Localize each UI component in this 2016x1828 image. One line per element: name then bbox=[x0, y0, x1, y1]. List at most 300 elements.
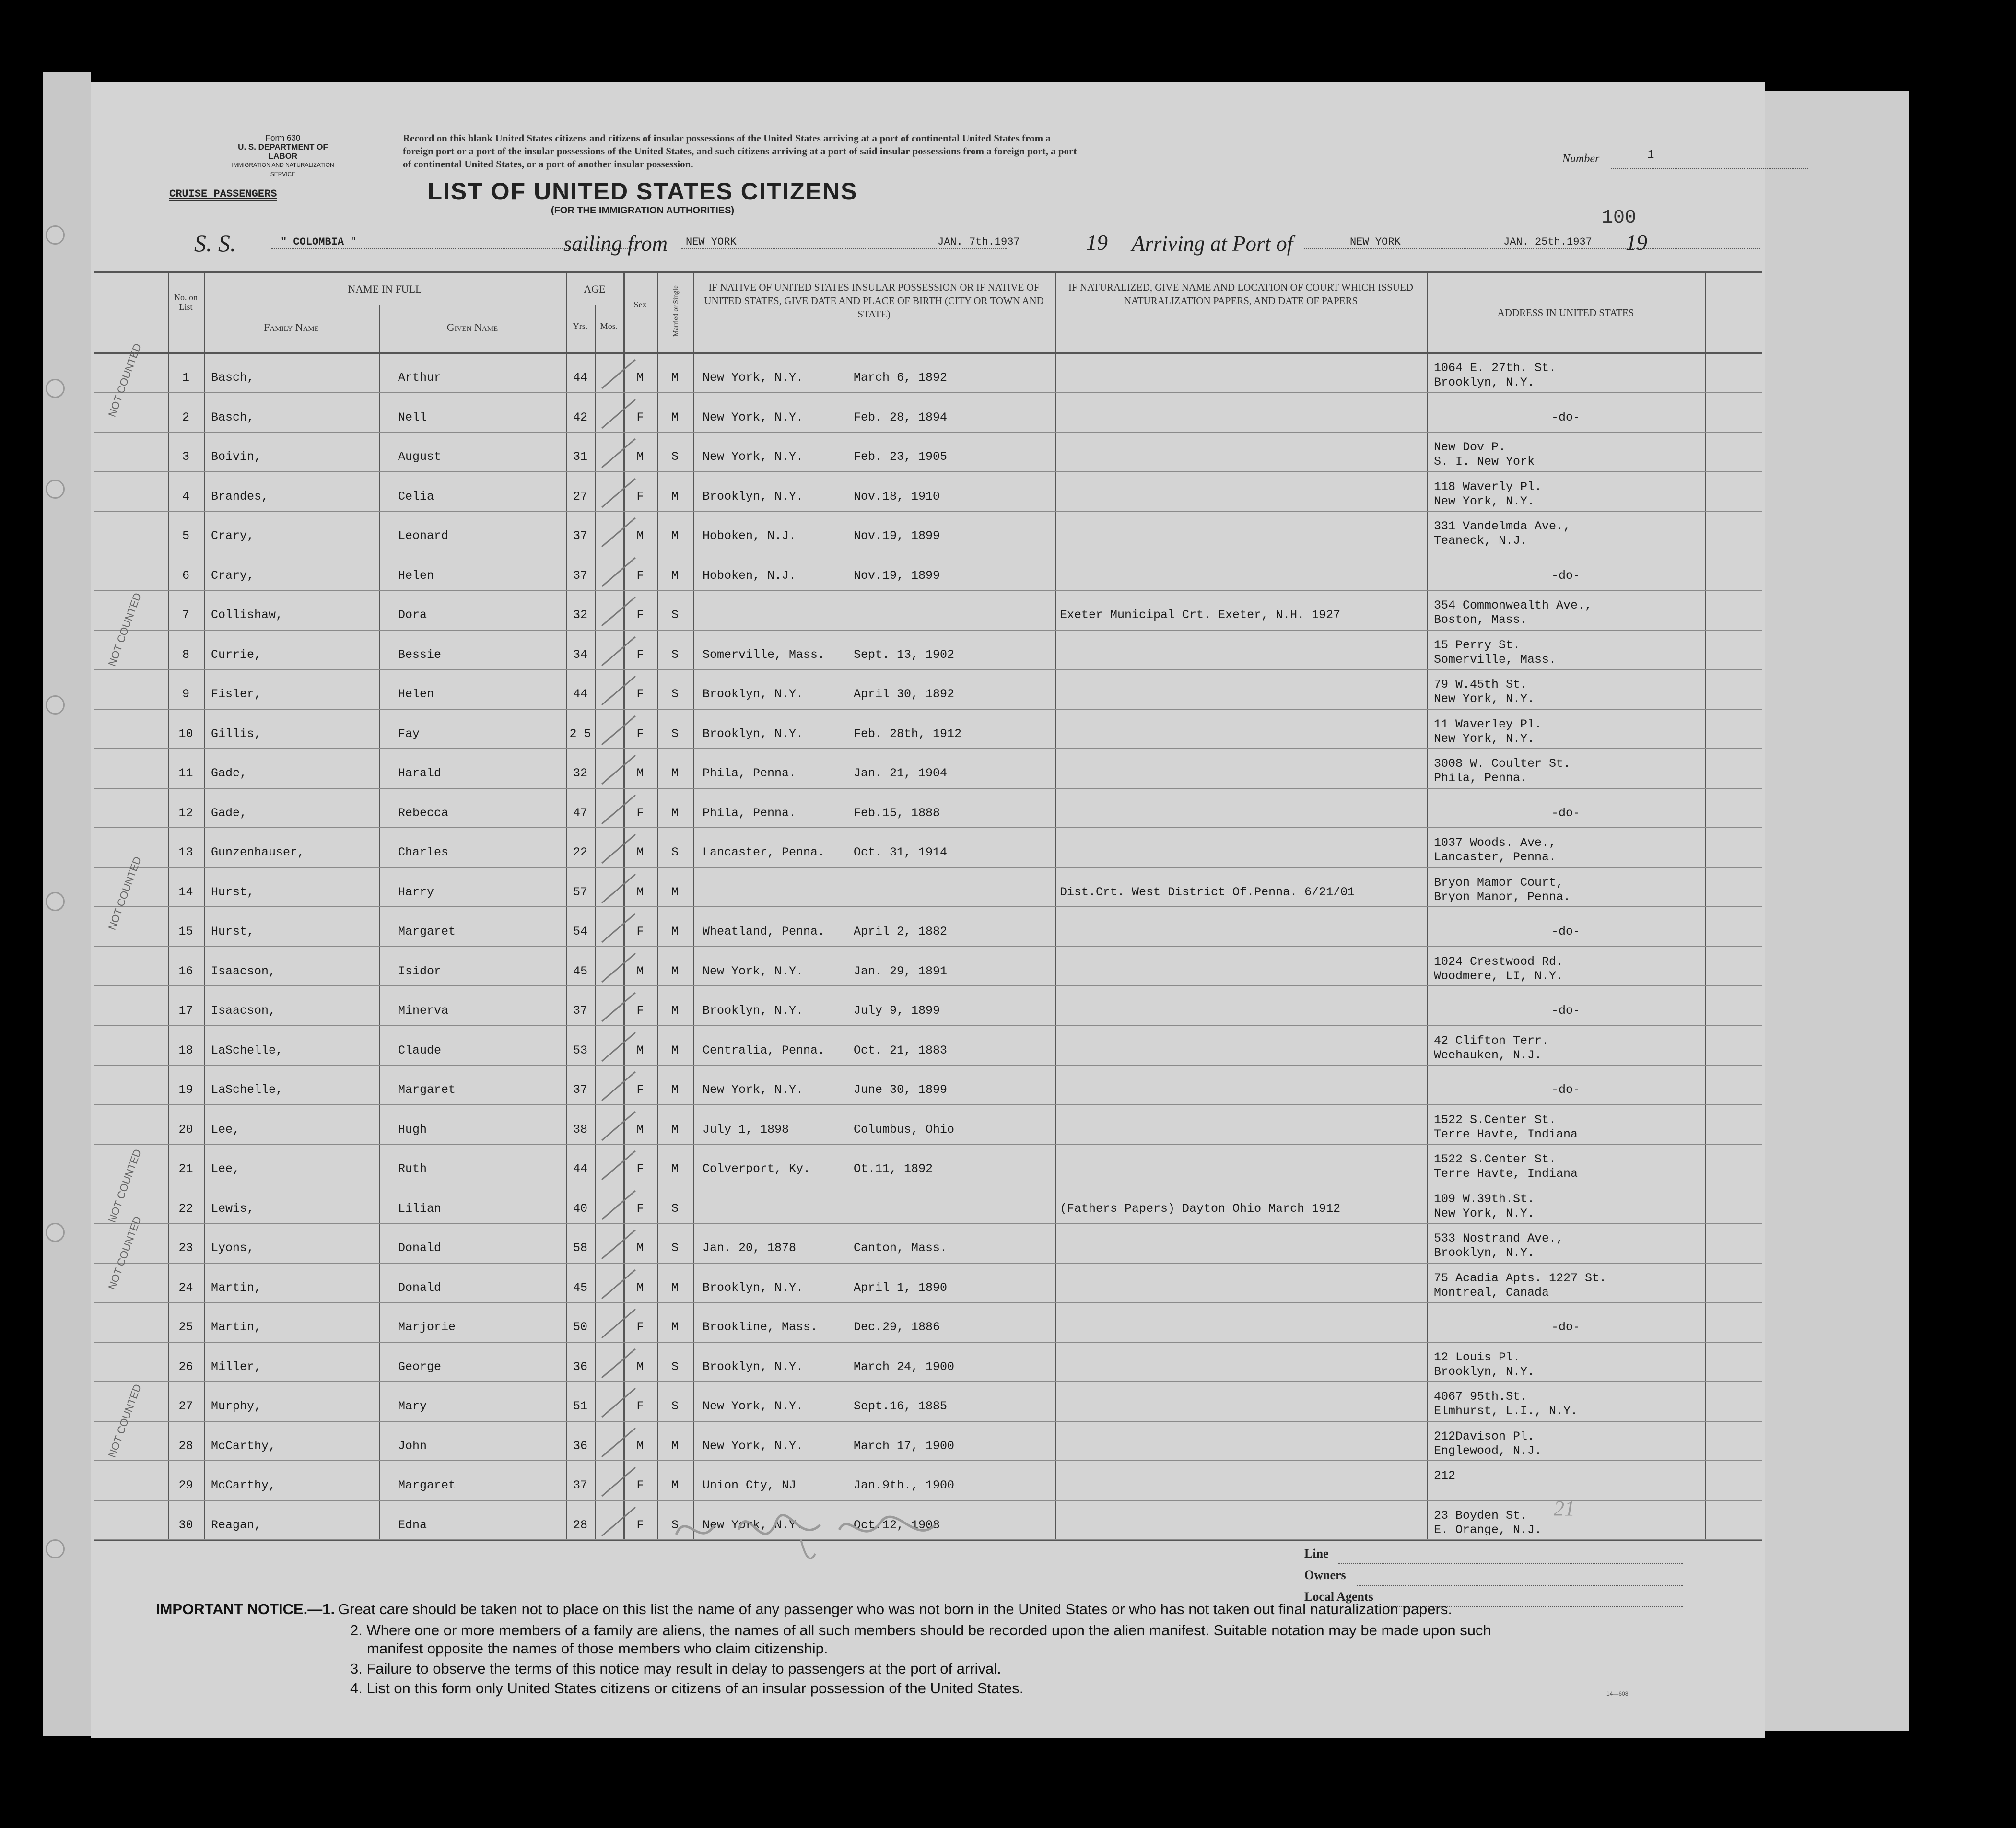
address-line-2: Terre Havte, Indiana bbox=[1434, 1167, 1578, 1181]
row-rule bbox=[94, 1144, 1762, 1145]
family-name: Lee, bbox=[211, 1162, 240, 1176]
number-label: Number bbox=[1562, 152, 1600, 165]
birth-date: Feb. 28, 1894 bbox=[854, 410, 948, 424]
address-line-1: New Dov P. bbox=[1434, 440, 1506, 454]
address-line-1: 11 Waverley Pl. bbox=[1434, 717, 1542, 731]
marital-status: S bbox=[671, 647, 679, 662]
age-years: 27 bbox=[573, 489, 587, 504]
family-name: Hurst, bbox=[211, 925, 255, 938]
birth-date: Feb. 23, 1905 bbox=[854, 450, 948, 464]
family-name: Gade, bbox=[211, 766, 247, 780]
check-mark-icon bbox=[597, 1225, 640, 1264]
family-name: Hurst, bbox=[211, 885, 255, 899]
row-rule bbox=[94, 392, 1762, 393]
address-line-1: 1522 S.Center St. bbox=[1434, 1152, 1557, 1166]
row-number: 27 bbox=[178, 1399, 193, 1413]
marital-status: S bbox=[671, 450, 679, 464]
line-label: Line bbox=[1304, 1547, 1329, 1560]
marital-status: M bbox=[671, 568, 679, 583]
given-name: George bbox=[398, 1359, 442, 1374]
row-number: 15 bbox=[178, 925, 193, 938]
table-top-rule bbox=[94, 271, 1762, 273]
address-line-1: 331 Vandelmda Ave., bbox=[1434, 519, 1571, 533]
address-line-2: Weehauken, N.J. bbox=[1434, 1048, 1542, 1062]
family-name: Basch, bbox=[211, 371, 255, 385]
address-line-2: Montreal, Canada bbox=[1434, 1285, 1549, 1300]
birth-date: Sept. 13, 1902 bbox=[854, 647, 955, 662]
given-name: Harry bbox=[398, 885, 434, 899]
address-line-1: 75 Acadia Apts. 1227 St. bbox=[1434, 1271, 1607, 1285]
col-divider bbox=[1427, 271, 1428, 1539]
age-years: 44 bbox=[573, 371, 587, 385]
check-mark-icon bbox=[597, 1502, 640, 1541]
not-counted-stamp: NOT COUNTED bbox=[105, 1214, 144, 1291]
sex: M bbox=[636, 371, 644, 385]
sex: F bbox=[636, 727, 644, 741]
given-name: Bessie bbox=[398, 647, 442, 662]
birth-place: Lancaster, Penna. bbox=[703, 845, 825, 859]
family-name: Gunzenhauser, bbox=[211, 845, 305, 859]
row-number: 20 bbox=[178, 1122, 193, 1137]
check-mark-icon bbox=[597, 1463, 640, 1501]
address-line-1: 42 Clifton Terr. bbox=[1434, 1033, 1549, 1048]
row-rule bbox=[94, 471, 1762, 472]
address-line-1: 212Davison Pl. bbox=[1434, 1429, 1535, 1443]
row-number: 29 bbox=[178, 1478, 193, 1492]
check-mark-icon bbox=[597, 1423, 640, 1462]
check-mark-icon bbox=[597, 395, 640, 433]
family-name: Gade, bbox=[211, 806, 247, 820]
marital-status: M bbox=[671, 964, 679, 978]
age-years: 2 5 bbox=[569, 727, 591, 741]
sex: M bbox=[636, 1280, 644, 1295]
given-name: Dora bbox=[398, 608, 427, 622]
marital-status: M bbox=[671, 1320, 679, 1334]
sex: F bbox=[636, 1162, 644, 1176]
not-counted-stamp: NOT COUNTED bbox=[105, 1147, 144, 1224]
age-years: 54 bbox=[573, 925, 587, 938]
marital-status: S bbox=[671, 687, 679, 701]
sex: M bbox=[636, 450, 644, 464]
address-line-2: Bryon Manor, Penna. bbox=[1434, 890, 1571, 904]
birth-place: New York, N.Y. bbox=[703, 1399, 804, 1413]
age-years: 40 bbox=[573, 1201, 587, 1216]
given-name: Ruth bbox=[398, 1162, 427, 1176]
given-name: Donald bbox=[398, 1280, 442, 1295]
marital-status: M bbox=[671, 806, 679, 820]
given-name: Rebecca bbox=[398, 806, 449, 820]
family-name: Collishaw, bbox=[211, 608, 283, 622]
marital-status: M bbox=[671, 410, 679, 424]
address-line-1: 354 Commonwealth Ave., bbox=[1434, 598, 1593, 612]
address-line-2: Brooklyn, N.Y. bbox=[1434, 1246, 1535, 1260]
row-rule bbox=[94, 906, 1762, 907]
birth-place: New York, N.Y. bbox=[703, 1083, 804, 1097]
check-mark-icon bbox=[597, 1146, 640, 1184]
row-rule bbox=[94, 985, 1762, 986]
year-prefix: 19 bbox=[1086, 231, 1108, 255]
sex: M bbox=[636, 1359, 644, 1374]
birth-place: Union Cty, NJ bbox=[703, 1478, 797, 1492]
birth-place: Brookline, Mass. bbox=[703, 1320, 818, 1334]
address-line-2: Elmhurst, L.I., N.Y. bbox=[1434, 1404, 1578, 1418]
check-mark-icon bbox=[597, 1186, 640, 1224]
sex: F bbox=[636, 647, 644, 662]
col-divider bbox=[204, 271, 205, 1539]
header-mos: Mos. bbox=[600, 321, 618, 331]
sex: M bbox=[636, 1122, 644, 1137]
row-rule bbox=[94, 1223, 1762, 1224]
given-name: Leonard bbox=[398, 529, 449, 543]
given-name: John bbox=[398, 1439, 427, 1453]
sex: F bbox=[636, 1320, 644, 1334]
address-line-1: 118 Waverly Pl. bbox=[1434, 480, 1542, 494]
birth-place: Brooklyn, N.Y. bbox=[703, 1004, 804, 1018]
age-years: 51 bbox=[573, 1399, 587, 1413]
sex: F bbox=[636, 1478, 644, 1492]
not-counted-stamp: NOT COUNTED bbox=[105, 855, 144, 932]
check-mark-icon bbox=[597, 1028, 640, 1066]
given-name: Harald bbox=[398, 766, 442, 780]
header-no-on-list: No. on List bbox=[174, 293, 198, 312]
given-name: Charles bbox=[398, 845, 449, 859]
given-name: Arthur bbox=[398, 371, 442, 385]
row-rule bbox=[94, 630, 1762, 631]
notice-3: 3. Failure to observe the terms of this notice may result in delay to passengers at the port of arrival. bbox=[350, 1660, 1001, 1677]
check-mark-icon bbox=[597, 909, 640, 947]
family-name: Miller, bbox=[211, 1359, 262, 1374]
header-given-name: Given Name bbox=[446, 321, 498, 333]
form-id-block bbox=[228, 133, 338, 179]
address-line-1: -do- bbox=[1551, 925, 1580, 938]
birth-date: Oct. 21, 1883 bbox=[854, 1043, 948, 1057]
col-divider bbox=[1705, 271, 1706, 1539]
naturalization-court: Exeter Municipal Crt. Exeter, N.H. 1927 bbox=[1060, 608, 1341, 622]
address-line-1: 3008 W. Coulter St. bbox=[1434, 757, 1571, 771]
age-years: 37 bbox=[573, 1478, 587, 1492]
row-number: 1 bbox=[182, 371, 189, 385]
given-name: Celia bbox=[398, 489, 434, 504]
row-number: 18 bbox=[178, 1043, 193, 1057]
birth-date: Oct. 31, 1914 bbox=[854, 845, 948, 859]
family-name: LaSchelle, bbox=[211, 1043, 283, 1057]
given-name: Margaret bbox=[398, 1083, 456, 1097]
birth-date: Jan. 21, 1904 bbox=[854, 766, 948, 780]
birth-place: July 1, 1898 bbox=[703, 1122, 789, 1137]
agents-label: Local Agents bbox=[1304, 1590, 1373, 1604]
address-line-1: 1037 Woods. Ave., bbox=[1434, 836, 1557, 850]
row-number: 4 bbox=[182, 489, 189, 504]
col-divider bbox=[693, 271, 694, 1539]
family-name: Isaacson, bbox=[211, 964, 276, 978]
birth-place: New York, N.Y. bbox=[703, 1518, 804, 1532]
intro-line: Record on this blank United States citizens and citizens of insular possessions of the United States arriving at a port of continental United States from a bbox=[403, 132, 1051, 144]
row-rule bbox=[94, 1381, 1762, 1382]
row-number: 21 bbox=[178, 1162, 193, 1176]
check-mark-icon bbox=[597, 869, 640, 908]
sex: F bbox=[636, 925, 644, 938]
marital-status: S bbox=[671, 1241, 679, 1255]
form-number: Form 630 bbox=[265, 133, 301, 142]
address-line-1: -do- bbox=[1551, 1083, 1580, 1097]
marital-status: M bbox=[671, 489, 679, 504]
row-rule bbox=[94, 1460, 1762, 1461]
row-rule bbox=[94, 1104, 1762, 1105]
family-name: Lewis, bbox=[211, 1201, 255, 1216]
family-name: Martin, bbox=[211, 1280, 262, 1295]
marital-status: M bbox=[671, 1083, 679, 1097]
header-age: AGE bbox=[584, 283, 606, 295]
birth-place: Brooklyn, N.Y. bbox=[703, 489, 804, 504]
notice-1: Great care should be taken not to place on this list the name of any passenger who was not born in the United States or who has not taken out final naturalization papers. bbox=[338, 1601, 1452, 1617]
row-number: 17 bbox=[178, 1004, 193, 1018]
birth-place: Hoboken, N.J. bbox=[703, 568, 797, 583]
given-name: Isidor bbox=[398, 964, 442, 978]
sex: F bbox=[636, 1518, 644, 1532]
tally-count: 21 bbox=[1554, 1497, 1575, 1520]
row-number: 6 bbox=[182, 568, 189, 583]
col-divider bbox=[1055, 271, 1056, 1539]
birth-place: Brooklyn, N.Y. bbox=[703, 1280, 804, 1295]
check-mark-icon bbox=[597, 711, 640, 750]
birth-place: New York, N.Y. bbox=[703, 371, 804, 385]
notice-heading: IMPORTANT NOTICE.—1. bbox=[156, 1601, 335, 1617]
address-line-1: -do- bbox=[1551, 806, 1580, 820]
row-rule bbox=[94, 1025, 1762, 1026]
birth-place: Brooklyn, N.Y. bbox=[703, 687, 804, 701]
sex: M bbox=[636, 845, 644, 859]
age-years: 44 bbox=[573, 1162, 587, 1176]
address-line-2: S. I. New York bbox=[1434, 455, 1535, 469]
row-number: 22 bbox=[178, 1201, 193, 1216]
header-address: ADDRESS IN UNITED STATES bbox=[1497, 307, 1634, 318]
birth-date: Nov.18, 1910 bbox=[854, 489, 940, 504]
age-years: 42 bbox=[573, 410, 587, 424]
age-years: 47 bbox=[573, 806, 587, 820]
check-mark-icon bbox=[597, 1383, 640, 1422]
birth-date: March 24, 1900 bbox=[854, 1359, 955, 1374]
address-line-2: Brooklyn, N.Y. bbox=[1434, 1364, 1535, 1379]
sex: F bbox=[636, 489, 644, 504]
marital-status: M bbox=[671, 1122, 679, 1137]
punch-hole bbox=[46, 892, 65, 911]
family-name: Lyons, bbox=[211, 1241, 255, 1255]
birth-date: Columbus, Ohio bbox=[854, 1122, 955, 1137]
birth-place: Brooklyn, N.Y. bbox=[703, 727, 804, 741]
row-number: 16 bbox=[178, 964, 193, 978]
sex: M bbox=[636, 766, 644, 780]
birth-place: Hoboken, N.J. bbox=[703, 529, 797, 543]
not-counted-stamp: NOT COUNTED bbox=[105, 591, 144, 668]
birth-date: Dec.29, 1886 bbox=[854, 1320, 940, 1334]
given-name: Claude bbox=[398, 1043, 442, 1057]
row-rule bbox=[94, 748, 1762, 749]
row-rule bbox=[94, 1302, 1762, 1303]
notice-2b: manifest opposite the names of those members who claim citizenship. bbox=[367, 1640, 828, 1657]
header-naturalized: IF NATURALIZED, GIVE NAME AND LOCATION OF COURT WHICH ISSUED NATURALIZATION PAPERS, AND DATE OF PAPERS bbox=[1068, 281, 1413, 306]
age-years: 37 bbox=[573, 568, 587, 583]
row-number: 23 bbox=[178, 1241, 193, 1255]
address-line-2: Teaneck, N.J. bbox=[1434, 534, 1528, 548]
address-line-1: -do- bbox=[1551, 568, 1580, 583]
page-number: 100 bbox=[1602, 207, 1637, 229]
row-number: 13 bbox=[178, 845, 193, 859]
age-years: 45 bbox=[573, 1280, 587, 1295]
marital-status: S bbox=[671, 845, 679, 859]
family-name: McCarthy, bbox=[211, 1478, 276, 1492]
check-mark-icon bbox=[597, 1107, 640, 1145]
marital-status: M bbox=[671, 1043, 679, 1057]
number-value: 1 bbox=[1647, 149, 1654, 162]
naturalization-court: (Fathers Papers) Dayton Ohio March 1912 bbox=[1060, 1201, 1341, 1216]
check-mark-icon bbox=[597, 750, 640, 789]
row-rule bbox=[94, 511, 1762, 512]
intro-line: of continental United States, or a port of another insular possession. bbox=[403, 158, 693, 170]
punch-hole bbox=[46, 695, 65, 715]
address-line-1: 15 Perry St. bbox=[1434, 638, 1521, 652]
sailing-from-label: sailing from bbox=[563, 232, 668, 256]
header-birth: IF NATIVE OF UNITED STATES INSULAR POSSESSION OR IF NATIVE OF UNITED STATES, GIVE DATE AND PLACE OF BIRTH (CITY OR TOWN AND STATE) bbox=[704, 281, 1044, 320]
check-mark-icon bbox=[597, 671, 640, 710]
family-name: Brandes, bbox=[211, 489, 269, 504]
row-rule bbox=[94, 1263, 1762, 1264]
marital-status: M bbox=[671, 766, 679, 780]
line-rule bbox=[1338, 1563, 1683, 1564]
form-code: 14—608 bbox=[1606, 1690, 1629, 1697]
row-number: 26 bbox=[178, 1359, 193, 1374]
col-divider bbox=[595, 305, 596, 1539]
check-mark-icon bbox=[597, 1265, 640, 1303]
family-name: Basch, bbox=[211, 410, 255, 424]
sex: M bbox=[636, 1439, 644, 1453]
arriving-rule bbox=[1304, 248, 1760, 249]
arriving-date: JAN. 25th.1937 bbox=[1503, 236, 1592, 248]
header-bottom-rule bbox=[94, 352, 1762, 354]
birth-place: New York, N.Y. bbox=[703, 964, 804, 978]
address-line-2: Englewood, N.J. bbox=[1434, 1443, 1542, 1458]
birth-date: March 17, 1900 bbox=[854, 1439, 955, 1453]
owners-rule bbox=[1357, 1585, 1683, 1586]
header-married-single: Married or Single bbox=[672, 285, 680, 337]
row-rule bbox=[94, 946, 1762, 947]
service-name: IMMIGRATION AND NATURALIZATION SERVICE bbox=[232, 162, 334, 177]
address-line-1: 533 Nostrand Ave., bbox=[1434, 1231, 1564, 1245]
birth-date: July 9, 1899 bbox=[854, 1004, 940, 1018]
address-line-2: Brooklyn, N.Y. bbox=[1434, 375, 1535, 389]
address-line-2: New York, N.Y. bbox=[1434, 1206, 1535, 1220]
row-rule bbox=[94, 709, 1762, 710]
given-name: Edna bbox=[398, 1518, 427, 1532]
address-line-2: New York, N.Y. bbox=[1434, 731, 1535, 746]
age-years: 34 bbox=[573, 647, 587, 662]
birth-date: Feb.15, 1888 bbox=[854, 806, 940, 820]
address-line-2: E. Orange, N.J. bbox=[1434, 1523, 1542, 1537]
marital-status: S bbox=[671, 1518, 679, 1532]
sex: F bbox=[636, 1201, 644, 1216]
age-years: 37 bbox=[573, 1004, 587, 1018]
address-line-2: Somerville, Mass. bbox=[1434, 652, 1557, 667]
marital-status: M bbox=[671, 885, 679, 899]
sex: M bbox=[636, 1043, 644, 1057]
age-years: 36 bbox=[573, 1439, 587, 1453]
birth-date: Jan.9th., 1900 bbox=[854, 1478, 955, 1492]
marital-status: M bbox=[671, 1162, 679, 1176]
age-years: 53 bbox=[573, 1043, 587, 1057]
sailing-from-value: NEW YORK bbox=[686, 236, 737, 248]
check-mark-icon bbox=[597, 592, 640, 631]
birth-date: Ot.11, 1892 bbox=[854, 1162, 933, 1176]
notice-4: 4. List on this form only United States citizens or citizens of an insular possession of the United States. bbox=[350, 1680, 1024, 1697]
ss-label: S. S. bbox=[194, 230, 236, 257]
intro-text bbox=[403, 132, 1587, 171]
check-mark-icon bbox=[597, 474, 640, 512]
marital-status: S bbox=[671, 727, 679, 741]
punch-hole bbox=[46, 480, 65, 499]
birth-place: Jan. 20, 1878 bbox=[703, 1241, 797, 1255]
address-line-1: 109 W.39th.St. bbox=[1434, 1192, 1535, 1206]
given-name: Marjorie bbox=[398, 1320, 456, 1334]
sex: F bbox=[636, 1083, 644, 1097]
given-name: Lilian bbox=[398, 1201, 442, 1216]
header-name-in-full: NAME IN FULL bbox=[348, 283, 422, 295]
row-number: 19 bbox=[178, 1083, 193, 1097]
birth-place: Colverport, Ky. bbox=[703, 1162, 811, 1176]
birth-date: Jan. 29, 1891 bbox=[854, 964, 948, 978]
not-counted-stamp: NOT COUNTED bbox=[105, 341, 144, 419]
family-name: Boivin, bbox=[211, 450, 262, 464]
sex: F bbox=[636, 1004, 644, 1018]
birth-place: New York, N.Y. bbox=[703, 1439, 804, 1453]
sex: M bbox=[636, 1241, 644, 1255]
age-years: 32 bbox=[573, 766, 587, 780]
birth-date: June 30, 1899 bbox=[854, 1083, 948, 1097]
address-line-1: 79 W.45th St. bbox=[1434, 678, 1528, 691]
address-line-1: 23 Boyden St. bbox=[1434, 1508, 1528, 1523]
birth-date: April 2, 1882 bbox=[854, 925, 948, 938]
given-name: Margaret bbox=[398, 1478, 456, 1492]
header-yrs: Yrs. bbox=[573, 321, 588, 331]
age-years: 50 bbox=[573, 1320, 587, 1334]
address-line-2: New York, N.Y. bbox=[1434, 494, 1535, 508]
arriving-label: Arriving at Port of bbox=[1132, 232, 1293, 256]
marital-status: S bbox=[671, 1399, 679, 1413]
not-counted-stamp: NOT COUNTED bbox=[105, 1382, 144, 1459]
given-name: Mary bbox=[398, 1399, 427, 1413]
handwritten-annotation bbox=[667, 1491, 1002, 1568]
row-number: 5 bbox=[182, 529, 189, 543]
birth-place: Brooklyn, N.Y. bbox=[703, 1359, 804, 1374]
address-line-1: -do- bbox=[1551, 410, 1580, 424]
birth-date: Canton, Mass. bbox=[854, 1241, 948, 1255]
birth-date: Nov.19, 1899 bbox=[854, 529, 940, 543]
check-mark-icon bbox=[597, 553, 640, 591]
punch-hole bbox=[46, 379, 65, 398]
family-name: Crary, bbox=[211, 529, 255, 543]
birth-place: Somerville, Mass. bbox=[703, 647, 825, 662]
row-rule bbox=[94, 788, 1762, 789]
address-line-2: Woodmere, LI, N.Y. bbox=[1434, 969, 1564, 983]
sex: F bbox=[636, 410, 644, 424]
address-line-2: Phila, Penna. bbox=[1434, 771, 1528, 785]
birth-place: Phila, Penna. bbox=[703, 766, 797, 780]
intro-line: foreign port or a port of the insular possessions of the United States, and such citizens arriving at a port of said insular possessions from a foreign port, a port bbox=[403, 145, 1077, 157]
family-name: Isaacson, bbox=[211, 1004, 276, 1018]
row-rule bbox=[94, 1421, 1762, 1422]
marital-status: M bbox=[671, 1478, 679, 1492]
sex: F bbox=[636, 1399, 644, 1413]
marital-status: S bbox=[671, 608, 679, 622]
row-rule bbox=[94, 669, 1762, 670]
